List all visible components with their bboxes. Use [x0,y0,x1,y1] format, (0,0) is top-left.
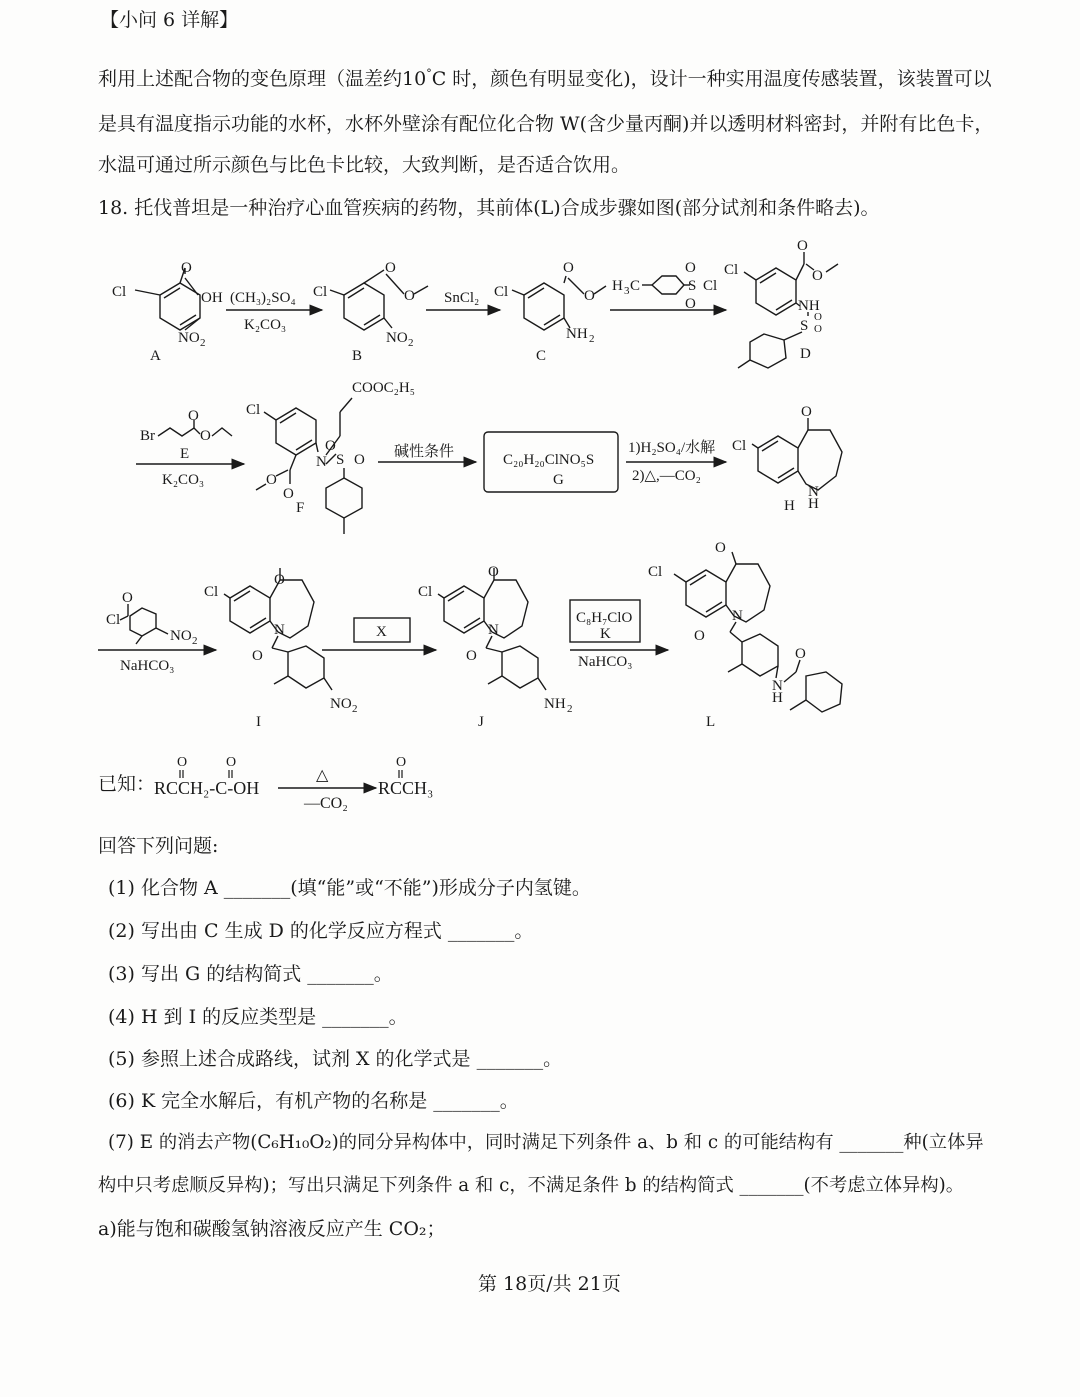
label-F: F [296,500,305,516]
svg-text:NH: NH [544,696,566,712]
svg-text:Br: Br [140,428,155,444]
svg-text:Cl: Cl [246,402,261,418]
svg-text:O: O [685,260,696,276]
svg-text:N: N [732,608,743,624]
known-cond-top: △ [316,767,329,784]
compound-D [724,238,838,368]
svg-text:O: O [266,472,277,488]
svg-text:O: O [325,438,336,454]
svg-text:H: H [808,496,819,512]
svg-text:O: O [584,288,595,304]
label-E: E [180,446,190,462]
svg-text:O: O [795,646,806,662]
G-formula: C₂₀H₂₀ClNO₅S [503,452,595,468]
svg-text:S: S [688,278,697,294]
F-ester: COOC₂H₅ [352,380,415,396]
answer-intro: 回答下列问题: [98,835,219,857]
K-label: K [600,626,611,642]
reagent-ab-top: (CH₃)₂SO₄ [230,290,296,306]
svg-text:O: O [396,755,407,770]
svg-text:O: O [188,408,199,424]
reagent-bc: SnCl₂ [444,290,480,306]
svg-text:O: O [488,564,499,580]
question-1: (1) 化合物 A _______(填“能”或“不能”)形成分子内氢键。 [108,877,591,899]
svg-text:N: N [488,622,499,638]
svg-text:Cl: Cl [106,612,121,628]
svg-text:2: 2 [192,635,198,647]
svg-text:O: O [274,572,285,588]
label-A: A [150,348,161,364]
question-3: (3) 写出 G 的结构简式 _______。 [108,963,393,985]
svg-text:H: H [772,690,783,706]
reagent-ab-bottom: K₂CO₃ [244,317,287,333]
svg-text:O: O [122,590,133,606]
svg-text:O: O [200,428,211,444]
svg-text:O: O [814,311,822,323]
svg-text:NO: NO [170,628,192,644]
svg-text:O: O [252,648,263,664]
question-7-line-1: (7) E 的消去产物(C₆H₁₀O₂)的同分异构体中，同时满足下列条件 a、b 和 c 的可能结构有 _______种(立体异 [108,1132,984,1153]
paragraph-line-3: 水温可通过所示颜色与比色卡比较，大致判断，是否适合饮用。 [98,154,631,176]
compound-L [648,540,842,730]
paragraph-line-1 [98,62,992,91]
question-6: (6) K 完全水解后，有机产物的名称是 _______。 [108,1090,519,1112]
svg-text:NO: NO [330,696,352,712]
para1-text-a: 利用上述配合物的变色原理（温差约10 [98,68,427,90]
svg-text:O: O [177,755,188,770]
svg-text:O: O [181,260,192,276]
svg-text:O: O [404,288,415,304]
svg-text:NO: NO [386,330,408,346]
compound-J [418,564,573,730]
label-I: I [256,714,261,730]
svg-text:N: N [772,678,783,694]
svg-text:3: 3 [624,285,630,297]
svg-text:O: O [226,755,237,770]
svg-text:O: O [354,452,365,468]
svg-text:Cl: Cl [204,584,219,600]
svg-text:Cl: Cl [732,438,747,454]
known-reaction [150,748,510,818]
known-product: RCCH₃ [378,778,434,798]
svg-text:N: N [316,454,327,470]
svg-text:O: O [466,648,477,664]
svg-text:NH: NH [798,298,820,314]
question-7-line-2: 构中只考虑顺反异构)；写出只满足下列条件 a 和 c，不满足条件 b 的结构简式 _______(不考虑立体异构)。 [98,1175,965,1196]
reagent-jl-bottom: NaHCO₃ [578,654,633,670]
svg-text:2: 2 [200,337,206,349]
svg-text:O: O [385,260,396,276]
svg-text:2: 2 [589,333,595,345]
question-4: (4) H 到 I 的反应类型是 _______。 [108,1006,408,1028]
label-J: J [478,714,484,730]
label-D: D [800,346,811,362]
reagent-nitrobenzoyl-chloride [106,590,198,647]
compound-I [204,568,358,730]
svg-text:2: 2 [567,703,573,715]
compound-B [313,260,428,364]
svg-text:2: 2 [408,337,414,349]
compound-E [140,408,232,444]
svg-text:Cl: Cl [703,278,718,294]
label-H: H [784,498,795,514]
K-formula: C₈H₇ClO [576,610,633,626]
svg-text:Cl: Cl [494,284,509,300]
label-G: G [553,472,564,488]
svg-text:Cl: Cl [724,262,739,278]
svg-text:S: S [336,452,345,468]
question-2: (2) 写出由 C 生成 D 的化学反应方程式 _______。 [108,920,534,942]
question-18-intro: 18. 托伐普坦是一种治疗心血管疾病的药物，其前体(L)合成步骤如图(部分试剂和条件略去)。 [98,197,880,219]
reagent-ij: X [376,624,387,640]
reagent-hi-bottom: NaHCO₃ [120,658,175,674]
section-title: 【小问 6 详解】 [100,9,239,31]
label-L: L [706,714,716,730]
known-reactant: RCCH₂-C-OH [154,778,260,798]
compound-H [732,404,842,514]
svg-text:O: O [694,628,705,644]
svg-text:Cl: Cl [112,284,127,300]
compound-C [494,260,606,364]
svg-text:Cl: Cl [313,284,328,300]
svg-text:NO: NO [178,330,200,346]
degree-sign: ° [426,67,432,80]
question-5: (5) 参照上述合成路线，试剂 X 的化学式是 _______。 [108,1048,563,1070]
condition-a: a)能与饱和碳酸氢钠溶液反应产生 CO₂； [98,1218,446,1240]
reagent-gh-1: 1)H₂SO₄/水解 [628,440,716,456]
svg-text:NH: NH [566,326,588,342]
reagent-gh-2: 2)△,—CO₂ [632,468,701,484]
svg-text:O: O [812,268,823,284]
svg-text:Cl: Cl [648,564,663,580]
reagent-fg: 碱性条件 [394,444,455,460]
svg-text:C: C [630,278,641,294]
label-C: C [536,348,547,364]
compound-F [246,380,415,534]
svg-text:O: O [563,260,574,276]
svg-text:S: S [800,318,809,334]
compound-A [112,260,223,364]
known-label: 已知： [98,773,156,795]
svg-text:2: 2 [352,703,358,715]
svg-text:O: O [801,404,812,420]
svg-text:O: O [685,296,696,312]
svg-text:O: O [814,323,822,335]
svg-text:Cl: Cl [418,584,433,600]
svg-text:O: O [283,486,294,502]
paragraph-line-2: 是具有温度指示功能的水杯，水杯外壁涂有配位化合物 W(含少量丙酮)并以透明材料密封，并附有比色卡， [98,113,994,135]
label-B: B [352,348,363,364]
svg-text:N: N [274,622,285,638]
svg-text:N: N [808,484,819,500]
svg-text:OH: OH [201,290,223,306]
reagent-ef-bottom: K₂CO₃ [162,472,205,488]
reagent-cd: H [612,278,623,294]
svg-text:O: O [715,540,726,556]
known-cond-bottom: —CO₂ [304,795,348,812]
svg-text:O: O [797,238,808,254]
para1-text-b: C 时，颜色有明显变化)，设计一种实用温度传感装置，该装置可以 [431,68,992,90]
page-footer: 第 18页/共 21页 [478,1273,621,1295]
